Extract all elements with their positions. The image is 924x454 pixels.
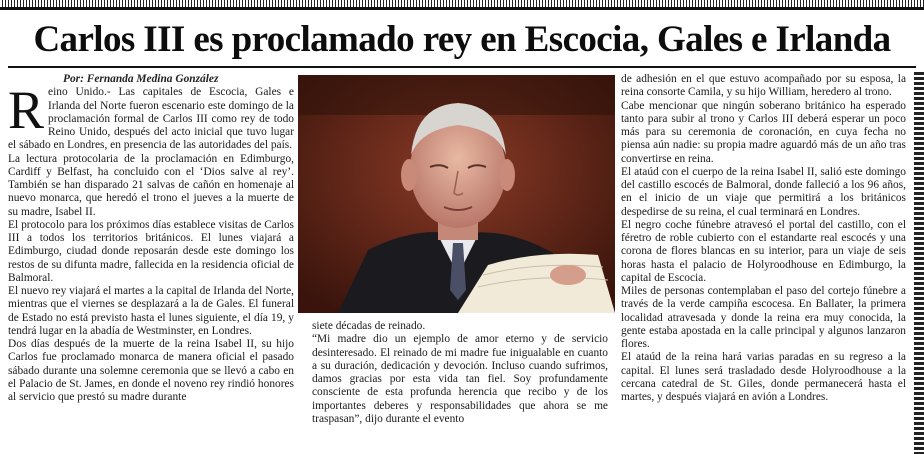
right-border xyxy=(914,72,924,454)
paragraph xyxy=(8,80,294,152)
headline-rule xyxy=(8,66,916,68)
photo-illustration xyxy=(298,75,615,313)
paragraph: Cabe mencionar que ningún soberano británico ha esperado tanto para subir al trono y Carlos III deberá esperar un poco más para su ceremonia de coronación, en cuya fecha no piensa aún nadie: su propia madre aguardó más de un año tras convertirse en reina. xyxy=(621,99,906,165)
paragraph: El protocolo para los próximos días establece visitas de Carlos III a todos los territorios británicos. El lunes viajará a Edimburgo, ciudad donde reposarán desde este domingo los restos de su difunta madre, fallecida en la residencia oficial de Balmoral. xyxy=(8,218,294,284)
paragraph: La lectura protocolaria de la proclamación en Edimburgo, Cardiff y Belfast, ha concluido con el ‘Dios salve al rey’. También se han disparado 21 salvas de cañón en homenaje al nuevo monarca, que heredó el trono el jueves a la muerte de su madre, Isabel II. xyxy=(8,152,294,218)
byline: Por: Fernanda Medina González xyxy=(63,73,219,85)
king-charles-photo xyxy=(298,75,615,313)
paragraph: El ataúd de la reina hará varias paradas en su regreso a la capital. El lunes será trasladado desde Holyroodhouse a la cercana catedral de St. Giles, donde permanecerá hasta el martes, y después viajará en avión a Londres. xyxy=(621,351,906,403)
paragraph: El negro coche fúnebre atravesó el portal del castillo, con el féretro de roble cubierto con el estandarte real escocés y una corona de flores blancas en su interior, para un viaje de seis horas hasta el palacio de Holyroodhouse en Edimburgo, la capital de Escocia. xyxy=(621,218,906,284)
article-column-3 xyxy=(621,73,906,404)
paragraph-text: eino Unido.- Las capitales de Escocia, Gales e Irlanda del Norte fueron escenario este domingo de la proclamación formal de Carlos III como rey de todo Reino Unido, después del acto inicial que tuvo lugar el sábado en Londres, en presencia de las autoridades del país. xyxy=(8,86,294,152)
paragraph: El nuevo rey viajará el martes a la capital de Irlanda del Norte, mientras que el viernes se desplazará a la de Gales. El funeral de Estado no está previsto hasta el lunes siguiente, el día 19, y tendrá lugar en la abadía de Westminster, en Londres. xyxy=(8,285,294,337)
article-column-1 xyxy=(8,73,294,404)
paragraph: de adhesión en el que estuvo acompañado por su esposa, la reina consorte Camila, y su hijo William, heredero al trono. xyxy=(621,73,906,99)
top-border xyxy=(0,0,924,10)
drop-cap: R xyxy=(8,80,45,141)
paragraph: Dos días después de la muerte de la reina Isabel II, su hijo Carlos fue proclamado monarca de manera oficial el pasado sábado durante una solemne ceremonia que se llevó a cabo en el Palacio de St. James, en donde el noveno rey rindió honores al servicio que prestó su madre durante xyxy=(8,338,294,403)
paragraph: “Mi madre dio un ejemplo de amor eterno y de servicio desinteresado. El reinado de mi madre fue inigualable en cuanto a su duración, dedicación y devoción. Incluso cuando sufrimos, damos gracias por esta vida tan fiel. Soy profundamente consciente de esta profunda herencia que recibo y de los importantes deberes y responsabilidades que ahora se me traspasan”, dijo durante el evento xyxy=(312,333,608,425)
article-column-2 xyxy=(312,320,608,426)
paragraph: Miles de personas contemplaban el paso del cortejo fúnebre a través de la verde campiña escocesa. En Ballater, la primera localidad atravesada y donde la reina era muy conocida, la gente estaba apostada en la calle principal y algunos lanzaron flores. xyxy=(621,285,906,350)
paragraph: El ataúd con el cuerpo de la reina Isabel II, salió este domingo del castillo escocés de Balmoral, donde falleció a los 96 años, en el inicio de un viaje que permitirá a los británicos despedirse de su reina, el cual terminará en Londres. xyxy=(621,165,906,218)
paragraph: siete décadas de reinado. xyxy=(312,320,426,332)
headline: Carlos III es proclamado rey en Escocia, Gales e Irlanda xyxy=(33,19,891,60)
